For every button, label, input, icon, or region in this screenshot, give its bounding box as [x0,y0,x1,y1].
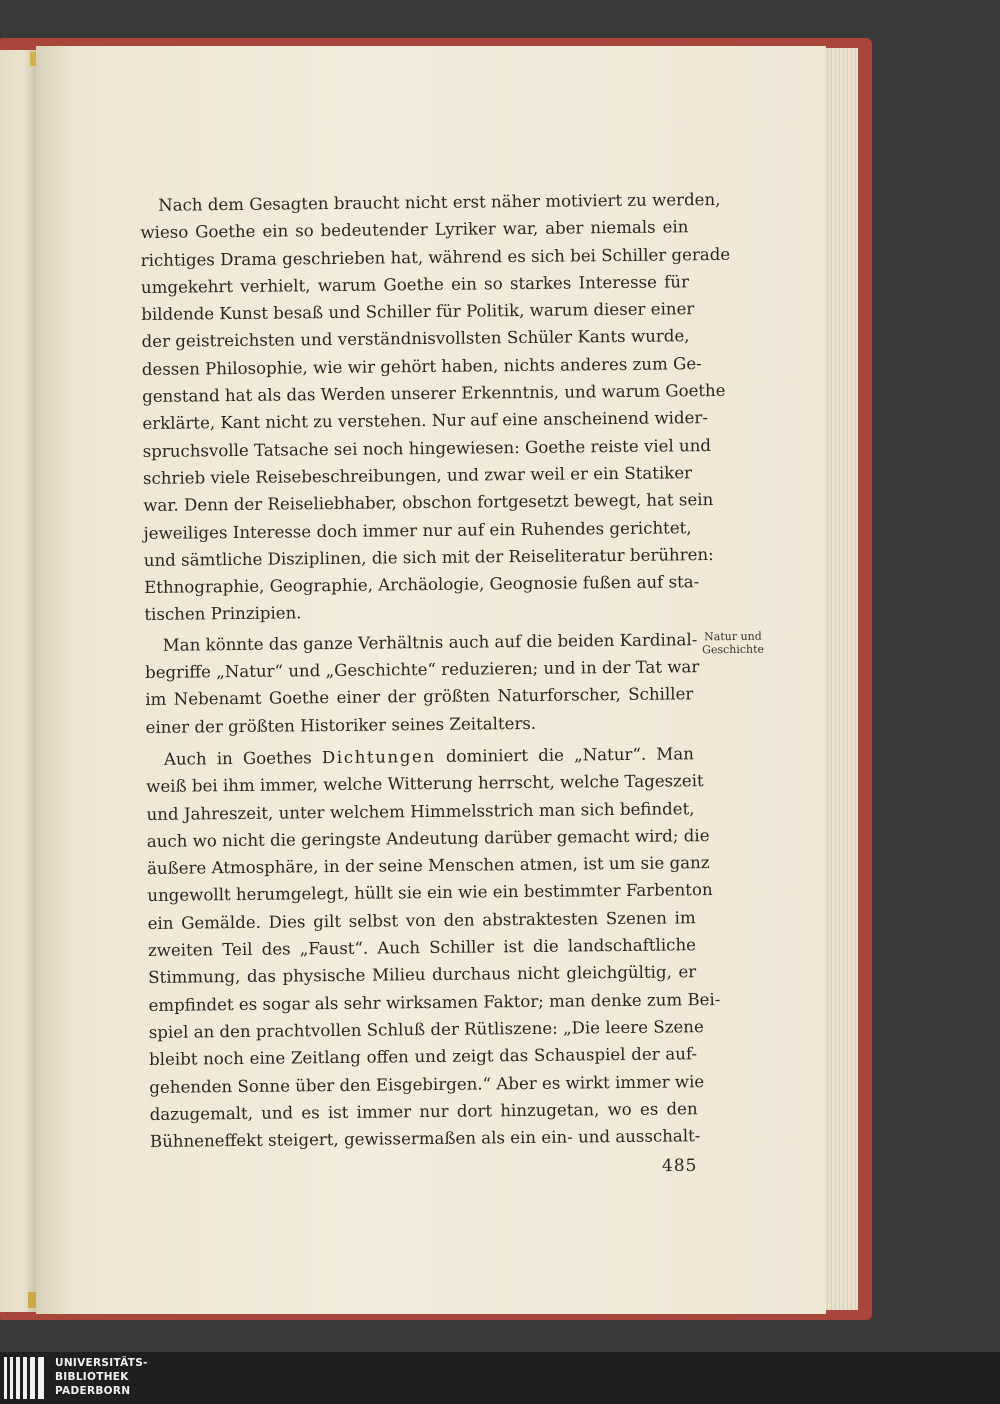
book-page [36,46,826,1314]
text-line: spiel an den prachtvollen Schluß der Rütliszene: „Die leere Szene [148,1017,704,1042]
text-line: tischen Prinzipien. [144,603,302,625]
marginal-note [698,630,768,657]
text-line: ungewollt herumgelegt, hüllt sie ein wie ein bestimmter Farbenton [147,880,713,906]
text-line: bleibt noch eine Zeitlang offen und zeigt das Schauspiel der auf- [148,1044,698,1070]
left-page-edge [0,50,38,1312]
marginal-note-line: Geschichte [702,642,765,657]
text-line: spruchsvolle Tatsache sei noch hingewiesen: Goethe reiste viel und [142,435,712,461]
text-segment: Goethes [242,748,312,768]
text-line: auch wo nicht die geringste Andeutung darüber gemacht wird; die [146,825,710,851]
text-line: bildende Kunst besaß und Schiller für Politik, warum dieser einer [141,299,695,325]
text-line: gehenden Sonne über den Eisgebirgen.“ Aber es wirkt immer wie [149,1071,705,1097]
text-line: Bühneneffekt steigert, gewissermaßen als ein ein- und ausschalt- [149,1126,701,1152]
text-line: und Jahreszeit, unter welchem Himmelsstrich man sich befindet, [146,798,695,824]
text-line: Man könnte das ganze Verhältnis auch auf die beiden Kardinal- [162,629,698,655]
text-line: im Nebenamt Goethe einer der größten Naturforscher, Schiller [145,684,694,710]
page-number: 485 [661,1155,698,1177]
text-line: genstand hat als das Werden unserer Erkenntnis, und warum Goethe [142,380,726,407]
text-line: dazugemalt, und es ist immer nur dort hinzugetan, wo es den [149,1099,698,1124]
text-line: Stimmung, das physische Milieu durchaus nicht gleichgültig, er [148,962,697,988]
text-segment: Auch in [163,748,233,769]
marginal-note-line: Natur und [704,629,762,644]
body-text [140,186,731,1155]
spaced-emphasis: Dichtungen [321,746,436,768]
library-logo-icon [4,1357,48,1399]
text-line: jeweiliges Interesse doch immer nur auf ein Ruhendes gerichtet, [143,517,692,543]
text-segment: dominiert die „Natur“. Man [445,744,695,766]
text-line: der geistreichsten und verständnisvollsten Schüler Kants wurde, [141,326,690,352]
text-line: erklärte, Kant nicht zu verstehen. Nur auf eine anscheinend wider- [142,408,709,434]
text-line: und sämtliche Disziplinen, die sich mit der Reiseliteratur berühren: [143,544,714,570]
text-line: ein Gemälde. Dies gilt selbst von den abstraktesten Szenen im [147,907,696,933]
text-line: weiß bei ihm immer, welche Witterung herrscht, welche Tageszeit [146,771,704,797]
library-footer [0,1352,1000,1404]
text-line: einer der größten Historiker seines Zeitalters. [145,713,537,737]
text-line: dessen Philosophie, wie wir gehört haben, nichts anderes zum Ge- [141,353,702,379]
library-name [55,1356,148,1398]
library-name-line: UNIVERSITÄTS- [55,1357,148,1369]
text-line: empfindet es sogar als sehr wirksamen Faktor; man denke zum Bei- [148,989,721,1015]
text-line: äußere Atmosphäre, in der seine Menschen atmen, ist um sie ganz [146,853,710,879]
library-name-line: BIBLIOTHEK [55,1371,129,1383]
text-line: Ethnographie, Geographie, Archäologie, Geognosie fußen auf sta- [144,572,700,598]
text-line: begriffe „Natur“ und „Geschichte“ reduzieren; und in der Tat war [144,657,700,683]
text-line: umgekehrt verhielt, warum Goethe ein so starkes Interesse für [140,272,690,297]
text-line: zweiten Teil des „Faust“. Auch Schiller ist die landschaftliche [147,935,697,960]
library-name-line: PADERBORN [55,1385,131,1397]
text-line: war. Denn der Reiseliebhaber, obschon fortgesetzt bewegt, hat sein [143,490,714,516]
text-line: wieso Goethe ein so bedeutender Lyriker war, aber niemals ein [140,217,689,243]
text-line: schrieb viele Reisebeschreibungen, und zwar weil er ein Statiker [142,463,693,488]
text-line: richtiges Drama geschrieben hat, während es sich bei Schiller gerade [140,244,731,270]
text-line: Nach dem Gesagten braucht nicht erst näher motiviert zu werden, [158,189,721,215]
